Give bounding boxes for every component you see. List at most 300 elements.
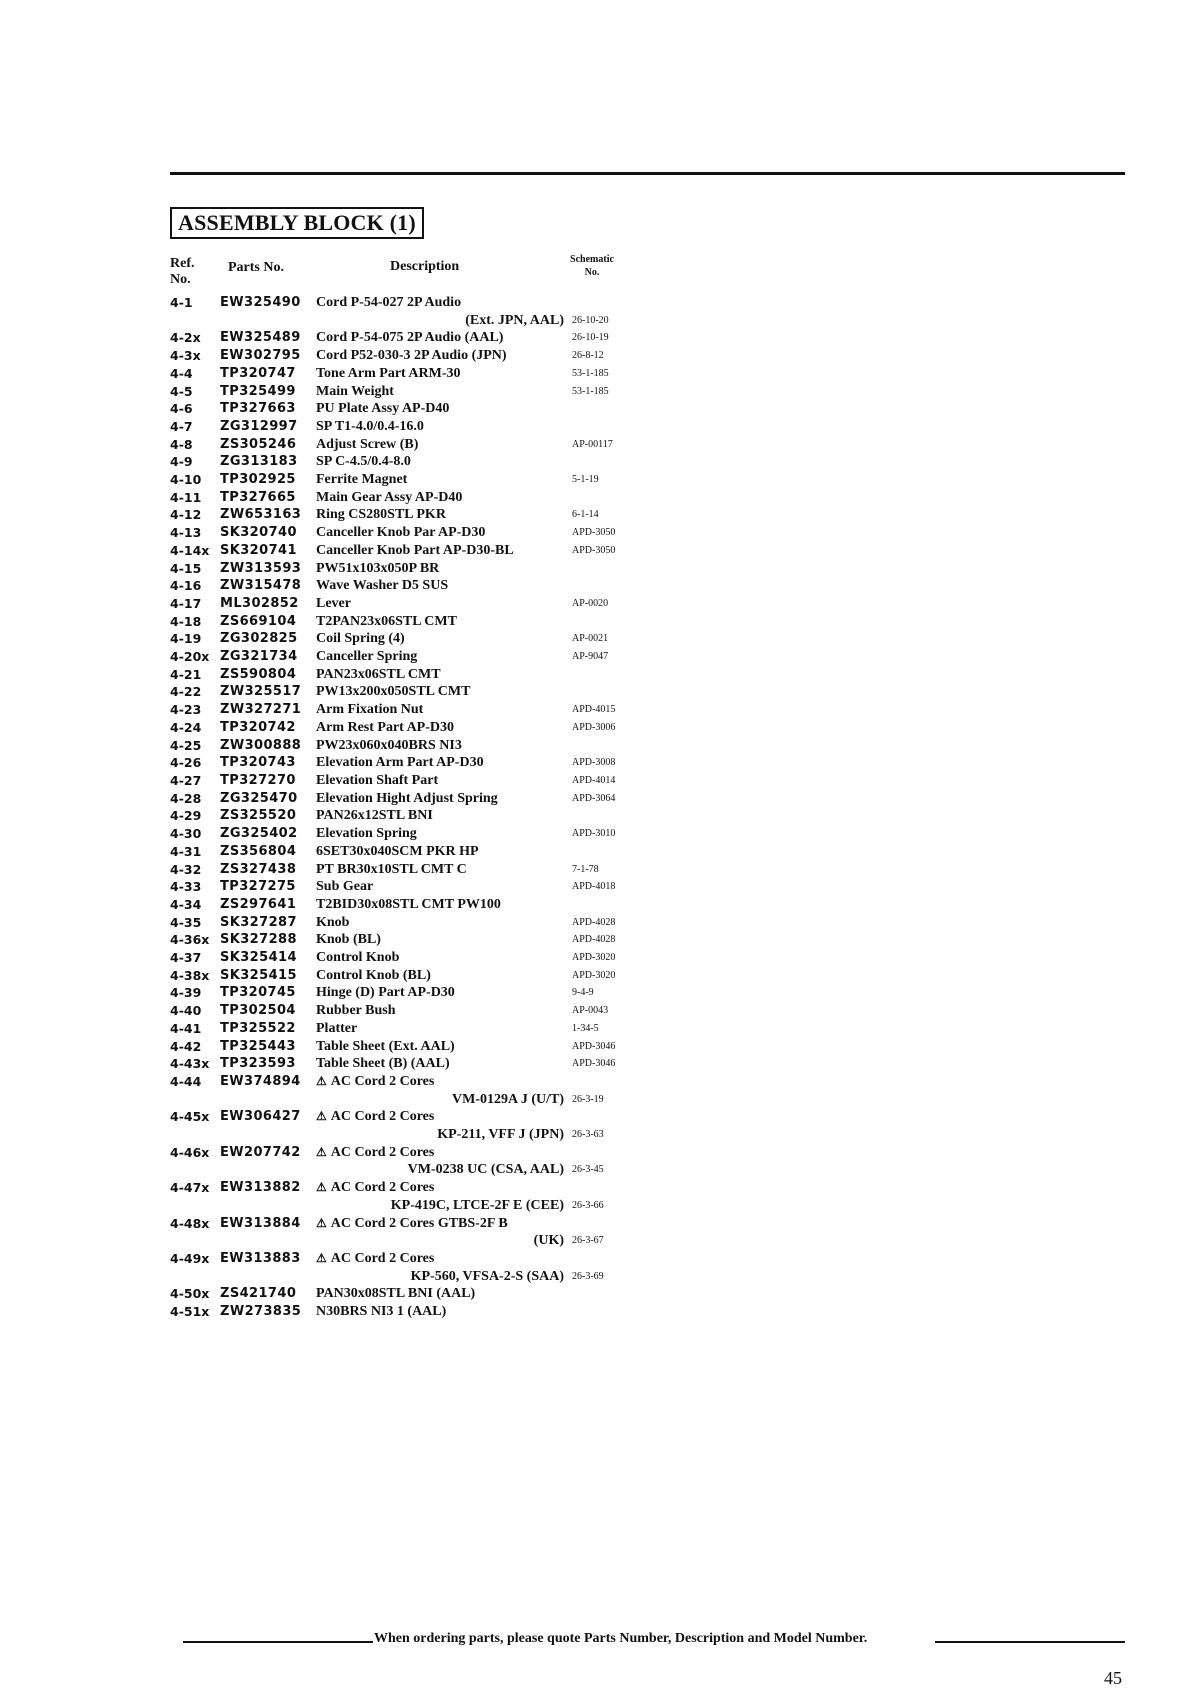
ref-no: 4-22	[170, 684, 202, 700]
ref-no: 4-23	[170, 702, 202, 718]
description-text: Cord P-54-075 2P Audio (AAL)	[316, 330, 504, 346]
description-text: Canceller Knob Part AP-D30-BL	[316, 542, 514, 558]
table-row	[170, 666, 650, 684]
ref-no: 4-5	[170, 383, 193, 399]
parts-no: SK325414	[220, 950, 297, 966]
description	[316, 701, 564, 719]
parts-no: ZW300888	[220, 737, 302, 753]
table-row	[170, 595, 650, 613]
parts-no: TP320745	[220, 985, 296, 1001]
table-row	[170, 1073, 650, 1091]
description-text: Table Sheet (B) (AAL)	[316, 1056, 450, 1072]
schematic-no: APD-3050	[572, 527, 616, 539]
schematic-no: 5-1-19	[572, 474, 599, 486]
schematic-no	[564, 453, 642, 471]
description	[316, 1020, 564, 1038]
description-text: Control Knob (BL)	[316, 967, 431, 983]
schematic-no: APD-3006	[572, 721, 616, 733]
description	[316, 1215, 564, 1233]
parts-no: EW374894	[220, 1073, 301, 1089]
schematic-no	[564, 896, 642, 914]
description	[316, 719, 564, 737]
table-row-continuation	[170, 1161, 650, 1179]
description-text: AC Cord 2 Cores	[330, 1144, 435, 1160]
description	[316, 967, 564, 985]
schematic-no: 26-3-67	[572, 1235, 604, 1247]
description-continuation: (Ext. JPN, AAL)	[465, 312, 564, 328]
parts-no: TP327275	[220, 879, 296, 895]
parts-no: TP327270	[220, 772, 296, 788]
description	[316, 825, 564, 843]
schematic-no	[564, 489, 642, 507]
description	[316, 807, 564, 825]
parts-no: TP325522	[220, 1020, 296, 1036]
schematic-no: APD-4028	[572, 916, 616, 928]
parts-no: TP320742	[220, 719, 296, 735]
table-row	[170, 807, 650, 825]
description-text: Arm Rest Part AP-D30	[316, 719, 455, 735]
table-row	[170, 436, 650, 454]
description	[316, 577, 564, 595]
parts-no: TP302504	[220, 1003, 296, 1019]
description-text: Table Sheet (Ext. AAL)	[316, 1038, 455, 1054]
ref-no: 4-33	[170, 879, 202, 895]
ref-no: 4-13	[170, 525, 202, 541]
parts-no: ZS297641	[220, 896, 297, 912]
parts-no: EW302795	[220, 348, 301, 364]
description	[316, 666, 564, 684]
schematic-no: 26-3-19	[572, 1093, 604, 1105]
description-text: PW13x200x050STL CMT	[316, 684, 471, 700]
schematic-no	[564, 737, 642, 755]
ref-no: 4-4	[170, 365, 193, 381]
description	[316, 400, 564, 418]
ref-no: 4-41	[170, 1020, 202, 1036]
warning-icon: ⚠	[316, 1180, 327, 1195]
ref-no: 4-6	[170, 401, 193, 417]
table-row	[170, 577, 650, 595]
schematic-no: AP-0021	[572, 633, 609, 645]
schematic-no: APD-4014	[572, 774, 616, 786]
ref-no: 4-44	[170, 1073, 202, 1089]
table-row	[170, 489, 650, 507]
table-row	[170, 294, 650, 312]
warning-icon: ⚠	[316, 1215, 327, 1230]
schematic-no: APD-3050	[572, 544, 616, 556]
ref-no: 4-46x	[170, 1144, 210, 1160]
ref-no: 4-40	[170, 1003, 202, 1019]
parts-no: ZW325517	[220, 684, 302, 700]
description	[316, 861, 564, 879]
description-text: Canceller Spring	[316, 649, 418, 665]
ref-no: 4-39	[170, 985, 202, 1001]
description	[316, 1055, 564, 1073]
schematic-no: AP-0043	[572, 1005, 609, 1017]
description-text: Lever	[316, 595, 351, 611]
table-row	[170, 772, 650, 790]
ref-no: 4-42	[170, 1038, 202, 1054]
header-schematic-line2: No.	[584, 267, 600, 278]
parts-no: ZS327438	[220, 861, 297, 877]
parts-no: ZG325470	[220, 790, 298, 806]
ref-no: 4-18	[170, 613, 202, 629]
description	[316, 471, 564, 489]
ref-no: 4-10	[170, 472, 202, 488]
table-row	[170, 347, 650, 365]
parts-no: TP323593	[220, 1056, 296, 1072]
table-row	[170, 701, 650, 719]
description	[316, 1303, 564, 1321]
table-row	[170, 861, 650, 879]
description-text: Ferrite Magnet	[316, 472, 408, 488]
parts-no: TP302925	[220, 472, 296, 488]
description-text: Main Gear Assy AP-D40	[316, 489, 463, 505]
description-text: Knob	[316, 914, 350, 930]
schematic-no: 1-34-5	[572, 1022, 599, 1034]
description	[316, 931, 564, 949]
header-description: Description	[390, 259, 460, 274]
description	[316, 506, 564, 524]
header-ref-line1: Ref.	[170, 256, 195, 271]
description	[316, 489, 564, 507]
description-text: Tone Arm Part ARM-30	[316, 365, 461, 381]
table-row	[170, 949, 650, 967]
description-text: PU Plate Assy AP-D40	[316, 401, 450, 417]
table-row	[170, 1038, 650, 1056]
header-parts-no: Parts No.	[228, 260, 284, 275]
parts-no: SK327287	[220, 914, 297, 930]
table-row	[170, 843, 650, 861]
table-row	[170, 613, 650, 631]
description	[316, 1038, 564, 1056]
parts-no: ZW653163	[220, 507, 302, 523]
ref-no: 4-11	[170, 489, 202, 505]
parts-no: SK320740	[220, 525, 297, 541]
schematic-no: AP-9047	[572, 651, 609, 663]
description	[316, 329, 564, 347]
schematic-no: 26-3-69	[572, 1270, 604, 1282]
schematic-no: APD-4015	[572, 704, 616, 716]
parts-no: ZS325520	[220, 808, 297, 824]
table-row	[170, 754, 650, 772]
ref-no: 4-14x	[170, 542, 210, 558]
description	[316, 878, 564, 896]
description-text: Elevation Arm Part AP-D30	[316, 755, 484, 771]
table-row-continuation	[170, 1126, 650, 1144]
table-row	[170, 471, 650, 489]
description	[316, 1002, 564, 1020]
parts-no: ZG312997	[220, 418, 298, 434]
ref-no: 4-8	[170, 436, 193, 452]
parts-no: ZS305246	[220, 436, 297, 452]
footer-note: When ordering parts, please quote Parts Number, Description and Model Number.	[374, 1631, 868, 1646]
parts-no: TP320743	[220, 755, 296, 771]
table-row	[170, 1285, 650, 1303]
description-continuation: KP-211, VFF J (JPN)	[437, 1127, 564, 1143]
ref-no: 4-26	[170, 755, 202, 771]
ref-no: 4-16	[170, 578, 202, 594]
table-row	[170, 878, 650, 896]
parts-no: ZG325402	[220, 826, 298, 842]
table-row	[170, 931, 650, 949]
schematic-no: 9-4-9	[572, 987, 594, 999]
ref-no: 4-1	[170, 295, 193, 310]
schematic-no	[564, 1303, 642, 1321]
schematic-no: AP-00117	[572, 438, 613, 450]
description-text: T2BID30x08STL CMT PW100	[316, 896, 501, 912]
schematic-no: 53-1-185	[572, 367, 609, 379]
description-text: Ring CS280STL PKR	[316, 507, 446, 523]
schematic-no: APD-4018	[572, 881, 616, 893]
ref-no: 4-27	[170, 772, 202, 788]
description	[316, 1144, 564, 1162]
description	[316, 1073, 564, 1091]
parts-no: ML302852	[220, 595, 299, 611]
description-text: AC Cord 2 Cores	[330, 1250, 435, 1266]
ref-no: 4-47x	[170, 1180, 210, 1196]
parts-no: SK320741	[220, 542, 297, 558]
table-row	[170, 896, 650, 914]
schematic-no	[564, 560, 642, 578]
table-row	[170, 1215, 650, 1233]
ref-no: 4-19	[170, 631, 202, 647]
parts-no: ZG313183	[220, 454, 298, 470]
schematic-no	[564, 400, 642, 418]
schematic-no: 53-1-185	[572, 385, 609, 397]
ref-no: 4-36x	[170, 932, 210, 948]
ref-no: 4-51x	[170, 1304, 210, 1320]
schematic-no: APD-3046	[572, 1040, 616, 1052]
parts-no: ZG321734	[220, 649, 298, 665]
description-text: SP C-4.5/0.4-8.0	[316, 454, 411, 470]
schematic-no: 6-1-14	[572, 509, 599, 521]
schematic-no: AP-0020	[572, 597, 609, 609]
description-text: Arm Fixation Nut	[316, 702, 424, 718]
parts-no: ZS590804	[220, 666, 297, 682]
table-row	[170, 1179, 650, 1197]
schematic-no: APD-3008	[572, 757, 616, 769]
schematic-no: APD-3010	[572, 828, 616, 840]
description	[316, 754, 564, 772]
parts-no: EW313883	[220, 1250, 301, 1266]
description-continuation: VM-0129A J (U/T)	[452, 1091, 564, 1107]
table-row	[170, 506, 650, 524]
description-text: AC Cord 2 Cores GTBS-2F B	[330, 1215, 508, 1231]
table-row	[170, 1020, 650, 1038]
schematic-no	[564, 666, 642, 684]
schematic-no: APD-3046	[572, 1058, 616, 1070]
schematic-no: 26-3-66	[572, 1199, 604, 1211]
ref-no: 4-34	[170, 896, 202, 912]
ref-no: 4-17	[170, 595, 202, 611]
table-row	[170, 790, 650, 808]
table-row	[170, 1055, 650, 1073]
header-schematic-line1: Schematic	[570, 254, 614, 265]
schematic-no: 7-1-78	[572, 863, 599, 875]
top-rule	[170, 172, 1125, 175]
table-row-continuation	[170, 1091, 650, 1109]
description	[316, 595, 564, 613]
ref-no: 4-35	[170, 914, 202, 930]
description-continuation: VM-0238 UC (CSA, AAL)	[407, 1162, 564, 1178]
table-row-continuation	[170, 1197, 650, 1215]
table-row	[170, 825, 650, 843]
table-row	[170, 365, 650, 383]
ref-no: 4-28	[170, 790, 202, 806]
description	[316, 1250, 564, 1268]
description-text: Platter	[316, 1020, 358, 1036]
description-text: Coil Spring (4)	[316, 631, 405, 647]
table-row	[170, 1144, 650, 1162]
parts-no: ZW273835	[220, 1304, 302, 1320]
schematic-no: APD-3020	[572, 969, 616, 981]
table-row-continuation	[170, 1268, 650, 1286]
description	[316, 613, 564, 631]
description-text: AC Cord 2 Cores	[330, 1180, 435, 1196]
description	[316, 683, 564, 701]
ref-no: 4-29	[170, 808, 202, 824]
parts-no: EW207742	[220, 1144, 301, 1160]
ref-no: 4-24	[170, 719, 202, 735]
schematic-no	[564, 683, 642, 701]
ref-no: 4-43x	[170, 1056, 210, 1072]
schematic-no	[564, 807, 642, 825]
schematic-no: APD-3020	[572, 952, 616, 964]
ref-no: 4-30	[170, 826, 202, 842]
parts-no: EW313884	[220, 1215, 301, 1231]
warning-icon: ⚠	[316, 1144, 327, 1159]
table-row	[170, 648, 650, 666]
table-row	[170, 1002, 650, 1020]
description-text: PAN30x08STL BNI (AAL)	[316, 1286, 476, 1302]
table-row	[170, 1303, 650, 1321]
header-schematic-no	[562, 253, 622, 279]
description	[316, 648, 564, 666]
description-text: T2PAN23x06STL CMT	[316, 613, 457, 629]
schematic-no: 26-10-19	[572, 332, 609, 344]
description	[316, 772, 564, 790]
table-row	[170, 418, 650, 436]
header-ref-line2: No.	[170, 272, 191, 287]
description	[316, 1108, 564, 1126]
description-text: Main Weight	[316, 383, 394, 399]
description-text: PW23x060x040BRS NI3	[316, 737, 462, 753]
parts-no: EW325490	[220, 295, 301, 310]
parts-no: ZW313593	[220, 560, 302, 576]
description-text: Sub Gear	[316, 879, 374, 895]
ref-no: 4-49x	[170, 1250, 210, 1266]
parts-no: TP327663	[220, 401, 296, 417]
schematic-no: 26-10-20	[572, 314, 609, 326]
description-continuation: KP-419C, LTCE-2F E (CEE)	[390, 1197, 564, 1213]
description	[316, 914, 564, 932]
ref-no: 4-31	[170, 843, 202, 859]
parts-no: ZG302825	[220, 631, 298, 647]
parts-no: EW313882	[220, 1180, 301, 1196]
table-row	[170, 1108, 650, 1126]
description-text: Elevation Hight Adjust Spring	[316, 790, 498, 806]
description	[316, 790, 564, 808]
footer-rule-left	[183, 1641, 373, 1643]
parts-list	[170, 294, 650, 1321]
schematic-no: APD-4028	[572, 934, 616, 946]
description-continuation: (UK)	[533, 1233, 564, 1249]
ref-no: 4-2x	[170, 330, 201, 346]
parts-no: EW306427	[220, 1109, 301, 1125]
description	[316, 1179, 564, 1197]
description	[316, 737, 564, 755]
table-row	[170, 329, 650, 347]
description-text: Rubber Bush	[316, 1003, 396, 1019]
schematic-no: 26-3-63	[572, 1129, 604, 1141]
warning-icon: ⚠	[316, 1109, 327, 1124]
table-row-continuation	[170, 312, 650, 330]
description-continuation: KP-560, VFSA-2-S (SAA)	[410, 1268, 564, 1284]
description	[316, 436, 564, 454]
description	[316, 560, 564, 578]
description	[316, 949, 564, 967]
description-text: 6SET30x040SCM PKR HP	[316, 843, 479, 859]
table-row	[170, 383, 650, 401]
description-text: Elevation Shaft Part	[316, 772, 439, 788]
warning-icon: ⚠	[316, 1250, 327, 1265]
ref-no: 4-3x	[170, 348, 201, 364]
ref-no: 4-25	[170, 737, 202, 753]
description-text: Knob (BL)	[316, 932, 381, 948]
parts-no: TP320747	[220, 365, 296, 381]
parts-no: SK327288	[220, 932, 297, 948]
description	[316, 365, 564, 383]
warning-icon: ⚠	[316, 1073, 327, 1088]
parts-no: EW325489	[220, 330, 301, 346]
table-row	[170, 453, 650, 471]
description-text: Cord P-54-027 2P Audio	[316, 295, 462, 310]
parts-no: SK325415	[220, 967, 297, 983]
description	[316, 418, 564, 436]
description-text: Adjust Screw (B)	[316, 436, 419, 452]
description-text: PW51x103x050P BR	[316, 560, 440, 576]
description-text: Control Knob	[316, 950, 400, 966]
description-text: Wave Washer D5 SUS	[316, 578, 449, 594]
page-number: 45	[1104, 1668, 1122, 1688]
ref-no: 4-48x	[170, 1215, 210, 1231]
description	[316, 524, 564, 542]
description-text: Elevation Spring	[316, 826, 417, 842]
table-row	[170, 1250, 650, 1268]
description-text: AC Cord 2 Cores	[330, 1109, 435, 1125]
schematic-no	[564, 418, 642, 436]
ref-no: 4-15	[170, 560, 202, 576]
description	[316, 630, 564, 648]
parts-no: TP327665	[220, 489, 296, 505]
parts-no: TP325499	[220, 383, 296, 399]
description	[316, 294, 564, 312]
ref-no: 4-21	[170, 666, 202, 682]
ref-no: 4-32	[170, 861, 202, 877]
parts-no: ZW327271	[220, 702, 302, 718]
table-row	[170, 737, 650, 755]
ref-no: 4-12	[170, 507, 202, 523]
table-row	[170, 542, 650, 560]
parts-no: ZW315478	[220, 578, 302, 594]
description-text: PAN23x06STL CMT	[316, 666, 441, 682]
header-ref-no	[170, 256, 195, 288]
table-row	[170, 683, 650, 701]
description	[316, 984, 564, 1002]
parts-no: TP325443	[220, 1038, 296, 1054]
table-row	[170, 984, 650, 1002]
description	[316, 347, 564, 365]
